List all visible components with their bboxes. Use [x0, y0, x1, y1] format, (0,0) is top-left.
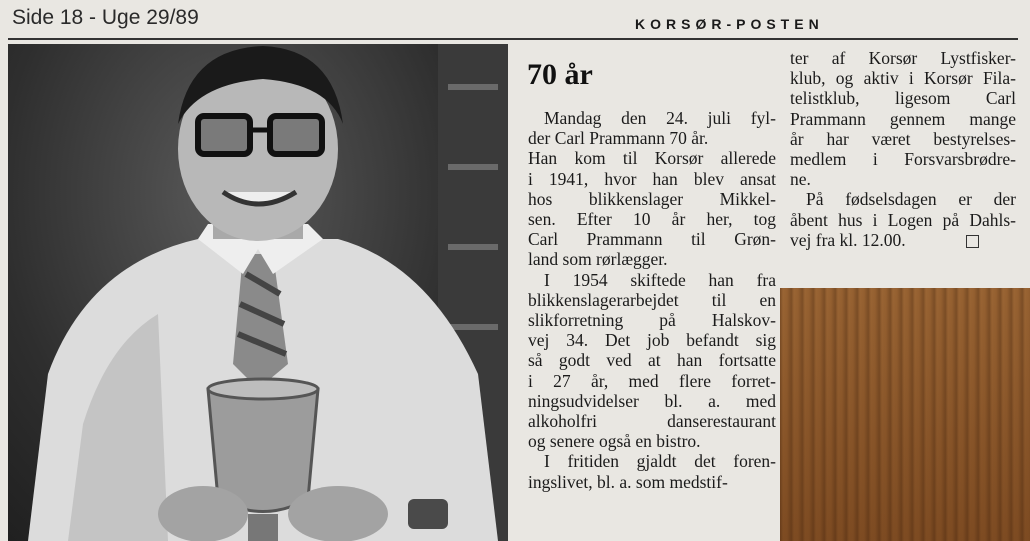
article-line: land som rørlægger.	[528, 249, 668, 270]
article-line: ne.	[790, 169, 811, 190]
article-line: hos blikkenslager Mikkel-	[528, 188, 776, 209]
article-line: slikforretning på Halskov-	[528, 310, 776, 331]
article-line: klub, og aktiv i Korsør Fila-	[790, 68, 1016, 89]
page-label: Side 18 - Uge 29/89	[12, 6, 199, 29]
article-line: I 1954 skiftede han fra	[544, 269, 776, 290]
article-column-1	[528, 108, 776, 492]
article-line: I fritiden gjaldt det foren-	[544, 451, 776, 472]
article-line: vej 34. Det job befandt sig	[528, 330, 776, 351]
article-line: ingslivet, bl. a. som medstif-	[528, 471, 728, 492]
article-headline: 70 år	[527, 58, 593, 91]
masthead: KORSØR-POSTEN	[635, 16, 824, 32]
article-line: i 27 år, med flere forret-	[528, 370, 776, 391]
article-line: På fødselsdagen er der	[806, 189, 1016, 210]
article-line: sen. Efter 10 år her, tog	[528, 209, 776, 230]
article-line: ningsudvidelser bl. a. med	[528, 390, 776, 411]
article-line: og senere også en bistro.	[528, 431, 701, 452]
wood-table-background	[780, 288, 1030, 541]
end-of-article-icon	[966, 235, 979, 248]
article-line: så godt ved at han fortsatte	[528, 350, 776, 371]
article-line: der Carl Prammann 70 år.	[528, 128, 709, 149]
article-line: Mandag den 24. juli fyl-	[544, 108, 776, 128]
article-line: år har været bestyrelses-	[790, 128, 1016, 149]
article-line: Carl Prammann til Grøn-	[528, 229, 776, 250]
article-column-2	[790, 48, 1016, 250]
article-line: vej fra kl. 12.00.	[790, 230, 1016, 250]
article-line: medlem i Forsvarsbrødre-	[790, 149, 1016, 170]
article-line: ter af Korsør Lystfisker-	[790, 48, 1016, 68]
article-line: Prammann gennem mange	[790, 108, 1016, 129]
article-line: telistklub, ligesom Carl	[790, 88, 1016, 109]
article-line: blikkenslagerarbejdet til en	[528, 289, 776, 310]
article-line: åbent hus i Logen på Dahls-	[790, 209, 1016, 230]
header-rule	[8, 38, 1018, 40]
article-line: i 1941, hvor han blev ansat	[528, 168, 776, 189]
article-line: Han kom til Korsør allerede	[528, 148, 776, 169]
article-line: alkoholfri danserestaurant	[528, 411, 776, 432]
portrait-photo	[8, 44, 508, 541]
portrait-illustration	[8, 44, 508, 541]
